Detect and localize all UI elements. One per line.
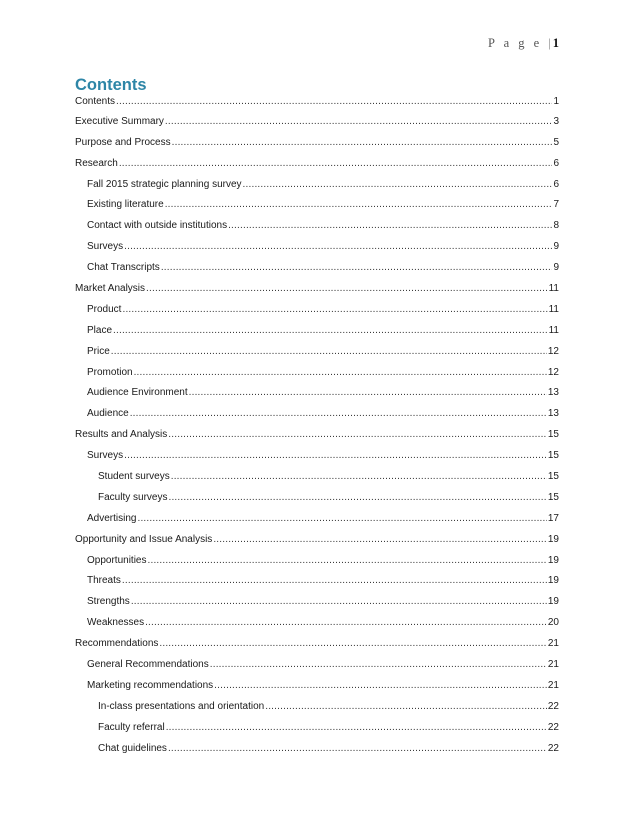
toc-entry-page: 11 [548,303,559,315]
toc-entry-title[interactable]: Market Analysis [75,283,146,295]
toc-entry-title[interactable]: Threats [87,575,121,587]
toc-entry[interactable] [75,616,559,637]
page-word: P a g e [488,36,543,50]
toc-entry[interactable] [75,386,559,407]
toc-entry-page: 12 [547,345,559,357]
toc-entry-page: 5 [553,136,559,148]
page-header [488,36,559,51]
toc-entry-page: 15 [547,450,559,462]
toc-entry-title[interactable]: Audience [87,408,129,420]
toc-entry-page: 9 [553,262,559,274]
toc-entry-title[interactable]: Results and Analysis [75,429,168,441]
toc-entry[interactable] [75,470,559,491]
toc-entry[interactable] [75,428,559,449]
toc-entry[interactable] [75,261,559,282]
toc-entry[interactable] [75,157,559,178]
toc-entry-page: 22 [547,721,559,733]
toc-entry[interactable] [75,345,559,366]
toc-dot-leader [113,324,548,337]
toc-entry-page: 19 [547,575,559,587]
toc-dot-leader [168,428,547,441]
toc-entry[interactable] [75,407,559,428]
toc-dot-leader [145,616,547,629]
toc-entry-title[interactable]: Price [87,345,110,357]
toc-entry-title[interactable]: Place [87,324,113,336]
toc-entry[interactable] [75,574,559,595]
toc-entry[interactable] [75,136,559,157]
toc-dot-leader [189,386,547,399]
toc-entry[interactable] [75,533,559,554]
toc-entry[interactable] [75,491,559,512]
toc-dot-leader [210,658,547,671]
toc-dot-leader [168,742,547,755]
toc-heading: Contents [75,76,147,94]
toc-dot-leader [147,554,546,567]
toc-dot-leader [146,282,548,295]
toc-entry-title[interactable]: Marketing recommendations [87,679,214,691]
toc-entry-title[interactable]: Existing literature [87,199,164,211]
toc-entry[interactable] [75,303,559,324]
toc-dot-leader [122,574,547,587]
toc-entry[interactable] [75,178,559,199]
toc-entry-page: 21 [547,638,559,650]
toc-entry[interactable] [75,595,559,616]
table-of-contents [75,95,559,763]
toc-dot-leader [130,407,547,420]
toc-entry-page: 7 [553,199,559,211]
toc-entry-title[interactable]: Chat Transcripts [87,262,160,274]
toc-entry-title[interactable]: Contents [75,96,116,107]
toc-entry-title[interactable]: Audience Environment [87,387,188,399]
toc-entry-page: 22 [547,742,559,754]
toc-entry[interactable] [75,742,559,763]
toc-entry[interactable] [75,554,559,575]
toc-dot-leader [228,219,552,232]
toc-entry-page: 13 [547,408,559,420]
toc-dot-leader [172,136,553,149]
toc-entry-page: 15 [547,471,559,483]
toc-entry-page: 19 [547,554,559,566]
toc-dot-leader [243,178,553,191]
toc-entry[interactable] [75,366,559,387]
toc-entry-title[interactable]: Faculty surveys [98,491,168,503]
toc-entry[interactable] [75,449,559,470]
toc-entry-page: 22 [547,700,559,712]
toc-entry-title[interactable]: Recommendations [75,638,159,650]
toc-entry-page: 1 [553,96,559,107]
toc-entry-page: 19 [547,533,559,545]
toc-dot-leader [168,491,546,504]
toc-entry-title[interactable]: Faculty referral [98,721,165,733]
toc-entry-page: 6 [553,178,559,190]
toc-dot-leader [166,721,547,734]
toc-entry-title[interactable]: Research [75,157,118,169]
toc-dot-leader [265,700,547,713]
toc-entry-page: 20 [547,617,559,629]
toc-entry-title[interactable]: Surveys [87,450,124,462]
toc-entry-page: 15 [547,429,559,441]
toc-entry[interactable] [75,282,559,303]
toc-entry-page: 9 [553,241,559,253]
toc-entry-title[interactable]: Purpose and Process [75,136,171,148]
toc-entry[interactable] [75,512,559,533]
toc-entry-page: 12 [547,366,559,378]
toc-entry-page: 21 [547,679,559,691]
toc-dot-leader [122,303,547,316]
toc-entry-page: 6 [553,157,559,169]
toc-entry-page: 8 [553,220,559,232]
toc-entry-title[interactable]: Contact with outside institutions [87,220,228,232]
toc-dot-leader [161,261,553,274]
page-number: 1 [552,36,559,50]
toc-entry-title[interactable]: Opportunities [87,554,147,566]
toc-entry-title[interactable]: Advertising [87,512,137,524]
toc-entry[interactable] [75,637,559,658]
toc-dot-leader [116,95,552,108]
toc-entry-page: 11 [548,283,559,295]
toc-entry[interactable] [75,95,559,115]
toc-entry-title[interactable]: In-class presentations and orientation [98,700,265,712]
toc-entry-page: 11 [548,324,559,336]
toc-entry-title[interactable]: Student surveys [98,471,170,483]
toc-dot-leader [159,637,547,650]
toc-entry-title[interactable]: Opportunity and Issue Analysis [75,533,213,545]
page-separator: | [548,36,551,50]
toc-entry-title[interactable]: General Recommendations [87,659,209,671]
toc-entry-title[interactable]: Surveys [87,241,124,253]
toc-entry-title[interactable]: Product [87,303,122,315]
toc-entry[interactable] [75,658,559,679]
toc-dot-leader [131,595,547,608]
toc-entry[interactable] [75,679,559,700]
toc-dot-leader [134,366,547,379]
toc-entry[interactable] [75,240,559,261]
toc-dot-leader [124,449,547,462]
toc-entry-title[interactable]: Chat guidelines [98,742,167,754]
toc-entry-title[interactable]: Fall 2015 strategic planning survey [87,178,242,190]
toc-dot-leader [124,240,552,253]
toc-entry-page: 19 [547,596,559,608]
toc-entry[interactable] [75,219,559,240]
toc-dot-leader [213,533,547,546]
toc-entry-title[interactable]: Strengths [87,596,130,608]
toc-entry-page: 17 [547,512,559,524]
toc-entry-title[interactable]: Executive Summary [75,115,164,127]
toc-entry-title[interactable]: Promotion [87,366,133,378]
toc-dot-leader [171,470,547,483]
toc-entry-page: 21 [547,659,559,671]
toc-entry[interactable] [75,115,559,136]
toc-dot-leader [165,198,553,211]
toc-entry-title[interactable]: Weaknesses [87,617,145,629]
toc-entry[interactable] [75,700,559,721]
toc-dot-leader [119,157,553,170]
toc-entry[interactable] [75,721,559,742]
toc-entry-page: 3 [553,115,559,127]
toc-entry-page: 13 [547,387,559,399]
toc-dot-leader [214,679,547,692]
toc-dot-leader [165,115,553,128]
toc-entry-page: 15 [547,491,559,503]
toc-entry[interactable] [75,324,559,345]
toc-entry[interactable] [75,198,559,219]
toc-dot-leader [137,512,546,525]
toc-dot-leader [111,345,547,358]
